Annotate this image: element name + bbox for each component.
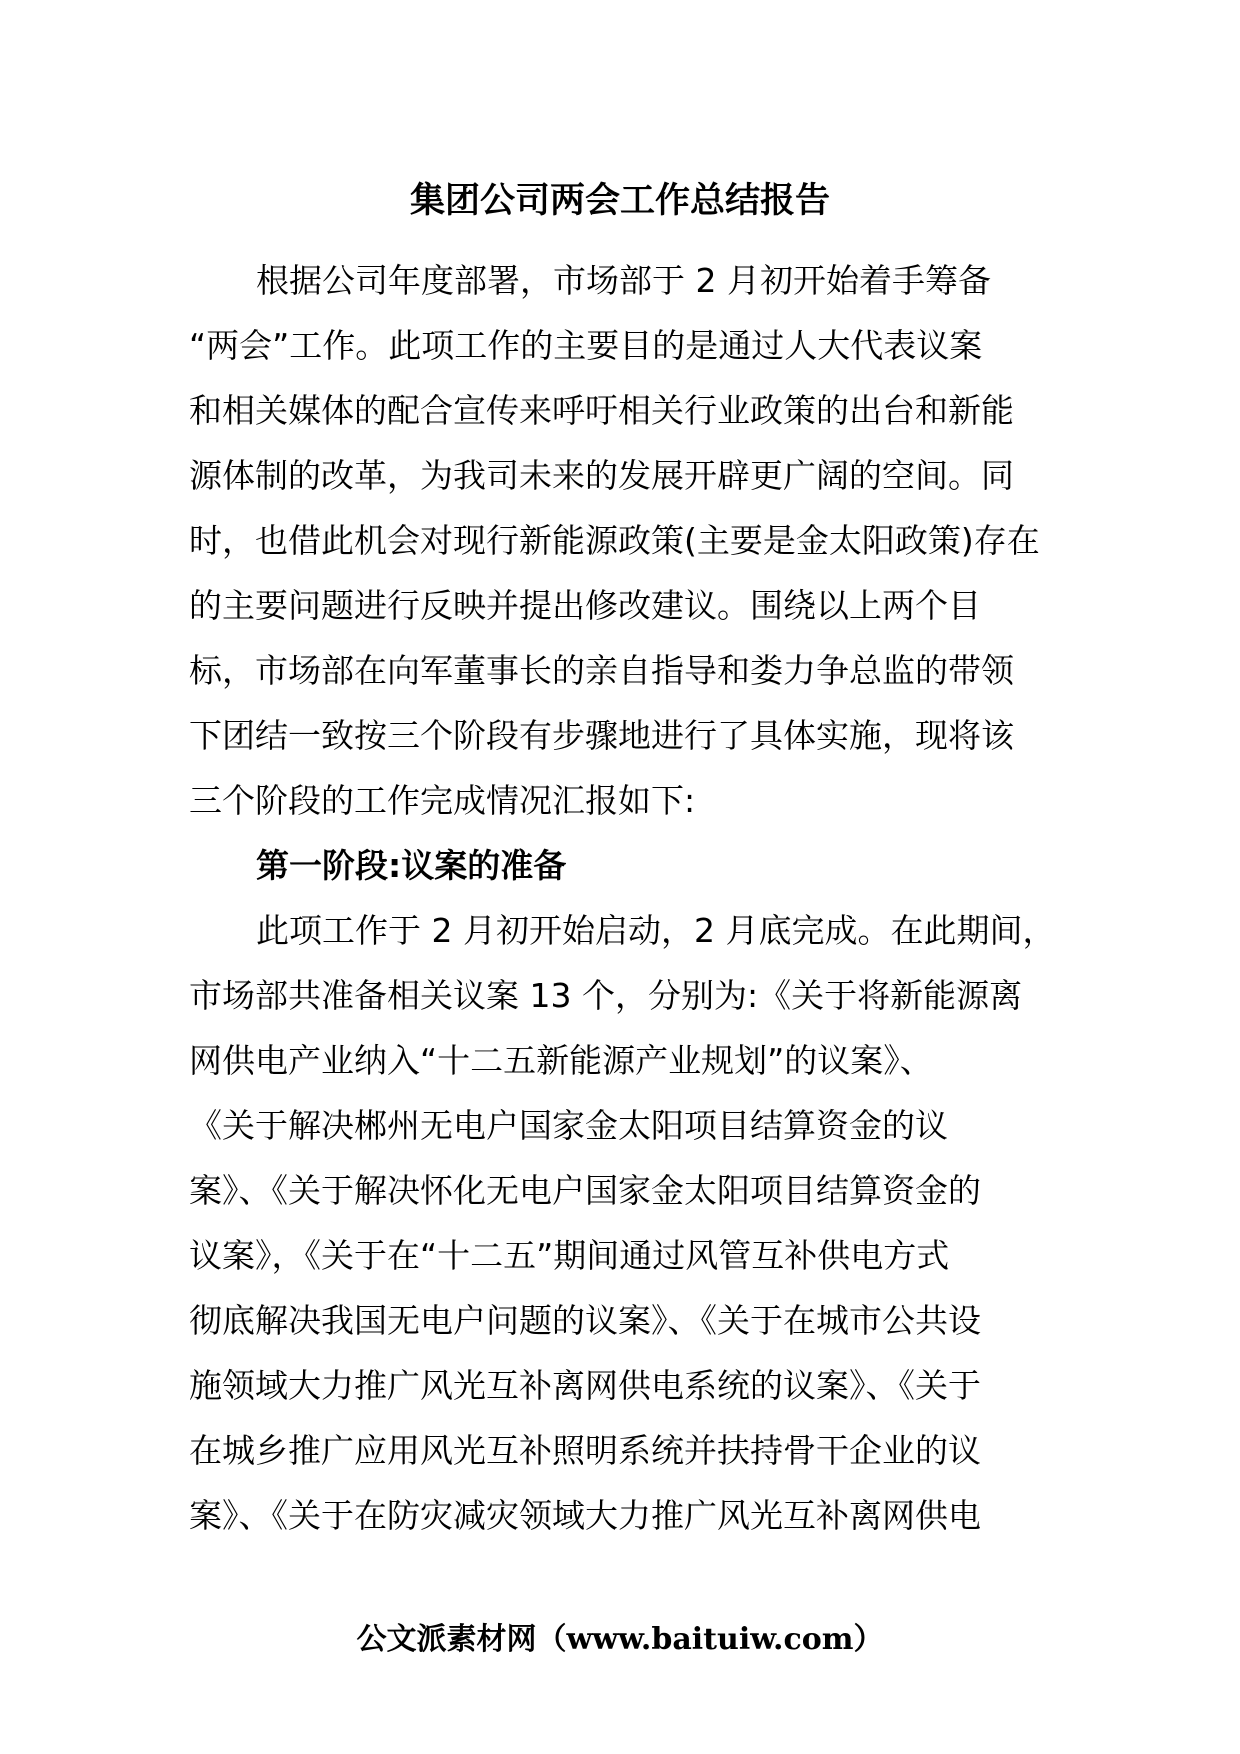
paragraph-2-line: 案》、《关于解决怀化无电户国家金太阳项目结算资金的 [189,1171,981,1210]
paragraph-2-line: 网供电产业纳入“十二五新能源产业规划”的议案》、 [189,1041,933,1080]
paragraph-1-line: 的主要问题进行反映并提出修改建议。围绕以上两个目 [189,586,981,625]
paragraph-2-line: 彻底解决我国无电户问题的议案》、《关于在城市公共设 [189,1301,981,1340]
paragraph-1-line: 根据公司年度部署，市场部于 2 月初开始着手筹备 [256,261,991,300]
paragraph-1-line: 标，市场部在向军董事长的亲自指导和娄力争总监的带领 [189,651,1014,690]
paragraph-1-line: 下团结一致按三个阶段有步骤地进行了具体实施，现将该 [189,716,1014,755]
section-heading: 第一阶段:议案的准备 [256,846,567,885]
footer-watermark: 公文派素材网（www.baituiw.com） [356,1622,884,1657]
document-title: 集团公司两会工作总结报告 [409,181,830,221]
paragraph-2-line: 《关于解决郴州无电户国家金太阳项目结算资金的议 [189,1106,948,1145]
paragraph-2-line: 市场部共准备相关议案 13 个，分别为:《关于将新能源离 [189,976,1023,1015]
paragraph-2-line: 在城乡推广应用风光互补照明系统并扶持骨干企业的议 [189,1431,981,1470]
paragraph-1-line: 和相关媒体的配合宣传来呼吁相关行业政策的出台和新能 [189,391,1014,430]
document-body [0,248,1240,1548]
paragraph-1-line: 时，也借此机会对现行新能源政策(主要是金太阳政策)存在 [189,521,1040,560]
paragraph-2-line: 施领域大力推广风光互补离网供电系统的议案》、《关于 [189,1366,981,1405]
paragraph-2-line: 案》、《关于在防灾减灾领域大力推广风光互补离网供电 [189,1496,981,1535]
paragraph-2-line: 议案》，《关于在“十二五”期间通过风管互补供电方式 [189,1236,950,1275]
paragraph-1-line: 三个阶段的工作完成情况汇报如下: [189,781,696,820]
paragraph-2-line: 此项工作于 2 月初开始启动，2 月底完成。在此期间， [256,911,1056,950]
paragraph-1-line: “两会”工作。此项工作的主要目的是通过人大代表议案 [189,326,983,365]
paragraph-1-line: 源体制的改革，为我司未来的发展开辟更广阔的空间。同 [189,456,1014,495]
